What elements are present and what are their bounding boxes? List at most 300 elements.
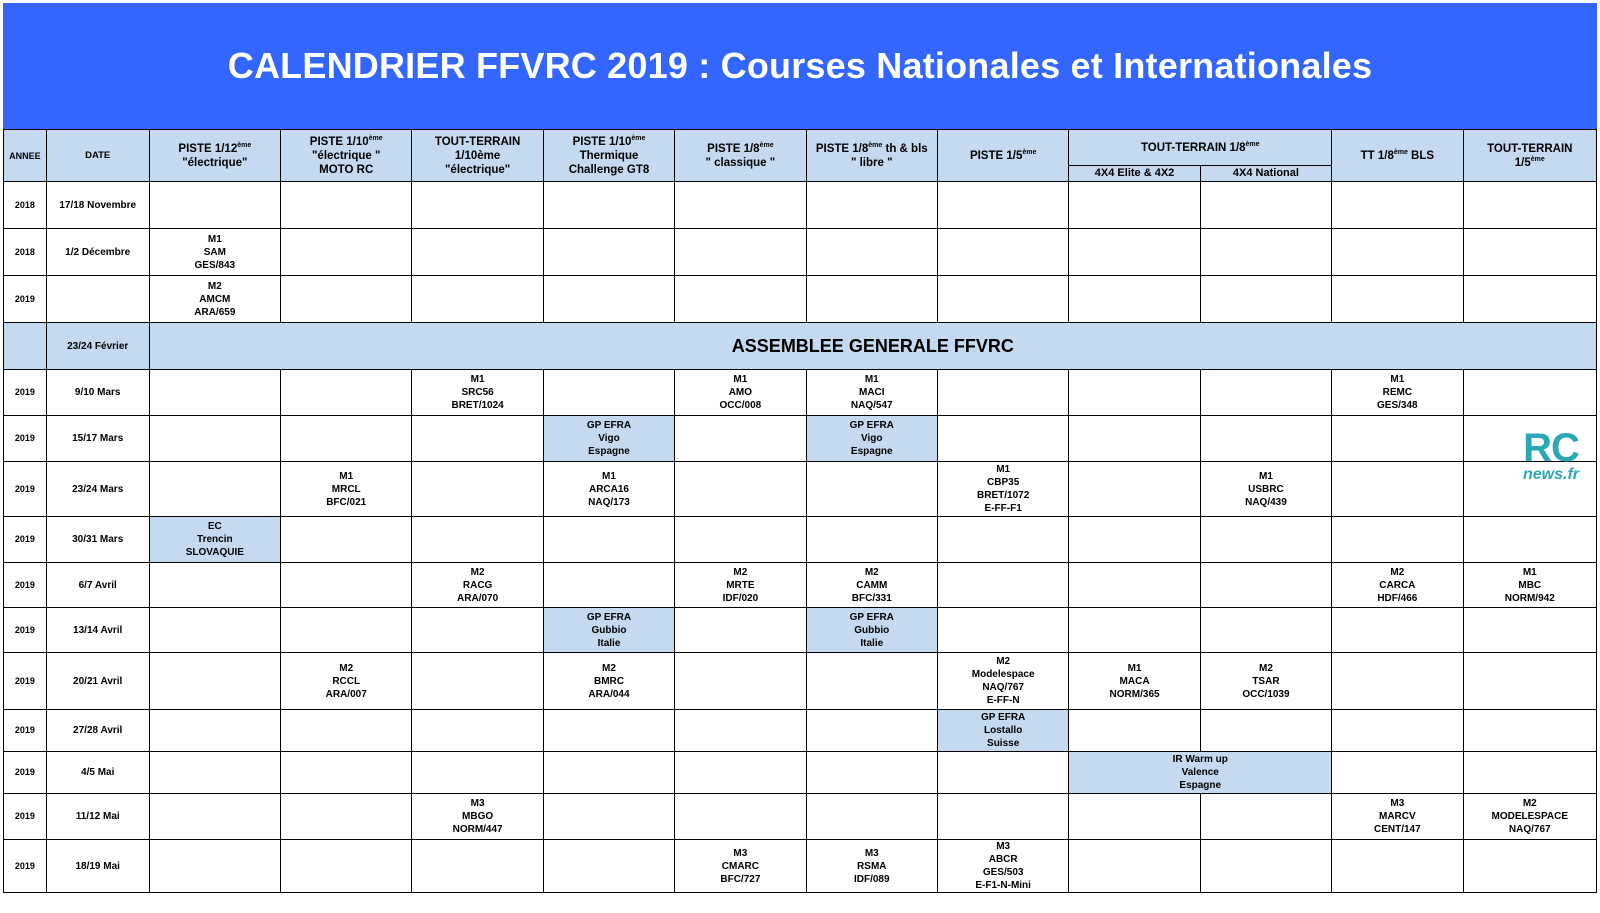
cell-text: Espagne <box>850 446 893 457</box>
cell-text: 18/19 Mai <box>75 860 120 872</box>
cell-text: 9/10 Mars <box>74 387 121 398</box>
cell-text: MACA <box>1119 675 1150 687</box>
date-cell <box>46 276 149 323</box>
cell-text: ARA/044 <box>588 688 630 700</box>
event-cell <box>937 563 1068 608</box>
event-cell <box>281 608 412 653</box>
event-cell <box>675 276 806 323</box>
date-cell <box>46 840 149 893</box>
cell-text: Gubbio <box>591 624 627 636</box>
date-cell <box>46 229 149 276</box>
event-cell <box>412 752 543 794</box>
event-cell <box>1200 840 1331 893</box>
event-cell <box>1332 608 1463 653</box>
event-cell <box>1332 653 1463 710</box>
event-cell <box>1069 840 1200 893</box>
cell-text: Valence <box>1181 767 1219 778</box>
event-cell <box>806 370 937 416</box>
cell-text: MACI <box>858 387 885 398</box>
event-cell <box>149 416 280 462</box>
rcnews-logo: RC news.fr <box>1522 426 1579 483</box>
event-cell <box>149 794 280 840</box>
event-cell <box>412 370 543 416</box>
event-cell <box>1332 710 1463 752</box>
event-cell <box>1200 517 1331 563</box>
event-cell <box>1463 710 1596 752</box>
event-cell <box>937 710 1068 752</box>
cell-text: M2 <box>339 662 354 674</box>
event-cell <box>543 229 674 276</box>
header-piste-1-10-moto: PISTE 1/10ème "électrique " MOTO RC <box>281 130 412 182</box>
event-cell <box>937 752 1068 794</box>
event-cell <box>281 462 412 517</box>
cell-text: GP EFRA <box>849 611 894 623</box>
cell-text: BMRC <box>593 675 624 687</box>
event-cell <box>675 653 806 710</box>
event-cell <box>1069 608 1200 653</box>
event-cell <box>149 276 280 323</box>
event-cell <box>543 608 674 653</box>
cell-text: M1 <box>996 464 1011 475</box>
event-cell <box>149 370 280 416</box>
event-cell <box>281 710 412 752</box>
event-cell <box>543 462 674 517</box>
cell-text: SRC56 <box>461 387 494 398</box>
subheader-4x4-elite: 4X4 Elite & 4X2 <box>1069 166 1200 182</box>
cell-text: 15/17 Mars <box>72 433 124 444</box>
event-cell <box>675 182 806 229</box>
cell-text: GES/843 <box>194 259 236 271</box>
table-row <box>4 710 1597 752</box>
cell-text: IDF/020 <box>722 592 759 604</box>
event-cell <box>1069 794 1200 840</box>
year-cell <box>4 653 47 710</box>
cell-text: Vigo <box>598 433 620 444</box>
cell-text: ABCR <box>988 854 1018 865</box>
cell-text: M2 <box>470 566 485 578</box>
cell-text: M2 <box>1390 566 1405 578</box>
cell-text: ARA/659 <box>194 306 236 318</box>
cell-text: 2019 <box>14 534 35 544</box>
event-cell <box>937 462 1068 517</box>
cell-text: ARCA16 <box>588 483 629 495</box>
event-cell <box>1463 182 1596 229</box>
event-cell <box>412 653 543 710</box>
date-cell <box>46 563 149 608</box>
table-row <box>4 653 1597 710</box>
cell-text: MRCL <box>331 483 361 495</box>
event-cell <box>1200 563 1331 608</box>
event-cell <box>806 608 937 653</box>
event-cell <box>1200 462 1331 517</box>
event-cell <box>806 653 937 710</box>
cell-text: 17/18 Novembre <box>59 199 137 211</box>
cell-text: M2 <box>1522 798 1537 809</box>
cell-text: IR Warm up <box>1172 754 1228 765</box>
event-cell <box>1332 752 1463 794</box>
event-cell <box>149 752 280 794</box>
event-cell <box>281 794 412 840</box>
cell-text: M1 <box>207 233 222 245</box>
cell-text: NAQ/767 <box>982 682 1024 693</box>
event-cell <box>543 276 674 323</box>
event-cell <box>149 517 280 563</box>
year-cell <box>4 517 47 563</box>
cell-text: M3 <box>470 798 485 809</box>
year-cell <box>4 416 47 462</box>
cell-text: CMARC <box>721 860 759 872</box>
date-cell <box>46 710 149 752</box>
cell-text: 2018 <box>14 246 35 257</box>
event-cell <box>937 370 1068 416</box>
cell-text: BFC/727 <box>720 873 761 885</box>
event-cell <box>1463 840 1596 893</box>
cell-text: Italie <box>860 637 884 649</box>
event-cell <box>412 276 543 323</box>
cell-text: E-F1-N-Mini <box>975 880 1031 891</box>
date-cell <box>46 517 149 563</box>
cell-text: Italie <box>597 637 621 649</box>
event-cell <box>1069 752 1332 794</box>
cell-text: GES/503 <box>982 867 1024 878</box>
cell-text: CENT/147 <box>1373 824 1421 835</box>
cell-text: 6/7 Avril <box>78 579 117 591</box>
cell-text: Espagne <box>588 446 630 457</box>
cell-text: HDF/466 <box>1377 592 1418 604</box>
table-row <box>4 416 1597 462</box>
event-cell <box>675 608 806 653</box>
event-cell <box>806 462 937 517</box>
cell-text: SAM <box>203 246 226 258</box>
event-cell <box>675 370 806 416</box>
event-cell <box>937 517 1068 563</box>
event-cell <box>412 710 543 752</box>
cell-text: 20/21 Avril <box>73 675 123 687</box>
event-cell <box>543 182 674 229</box>
year-cell <box>4 608 47 653</box>
cell-text: M1 <box>470 374 485 385</box>
event-cell <box>806 794 937 840</box>
event-cell <box>806 840 937 893</box>
cell-text: NORM/942 <box>1504 592 1555 604</box>
cell-text: M3 <box>996 841 1011 852</box>
event-cell <box>806 563 937 608</box>
event-cell <box>937 840 1068 893</box>
cell-text: 2019 <box>14 811 35 821</box>
cell-text: E-FF-N <box>986 695 1020 706</box>
event-cell <box>149 653 280 710</box>
table-row <box>4 229 1597 276</box>
event-cell <box>806 710 937 752</box>
year-cell <box>4 276 47 323</box>
cell-text: MBC <box>1518 579 1542 591</box>
header-piste-1-8-classique: PISTE 1/8ème " classique " <box>675 130 806 182</box>
cell-text: 2019 <box>14 483 35 494</box>
event-cell <box>149 608 280 653</box>
event-cell <box>806 517 937 563</box>
event-cell <box>412 229 543 276</box>
event-cell <box>937 653 1068 710</box>
cell-text: M3 <box>733 847 748 859</box>
event-cell <box>1069 182 1200 229</box>
header-tt-1-10: TOUT-TERRAIN 1/10ème "électrique" <box>412 130 543 182</box>
event-cell <box>543 752 674 794</box>
cell-text: 2019 <box>14 860 35 871</box>
cell-text: M1 <box>602 470 616 482</box>
event-cell <box>281 752 412 794</box>
event-cell <box>543 370 674 416</box>
event-cell <box>1332 462 1463 517</box>
event-cell <box>149 563 280 608</box>
event-cell <box>1332 370 1463 416</box>
event-cell <box>1332 416 1463 462</box>
cell-text: 30/31 Mars <box>72 534 124 545</box>
cell-text: NAQ/173 <box>588 496 630 508</box>
header-piste-1-10-thermique: PISTE 1/10ème Thermique Challenge GT8 <box>543 130 674 182</box>
event-cell <box>1463 653 1596 710</box>
event-cell <box>1332 276 1463 323</box>
date-cell <box>46 653 149 710</box>
event-cell <box>675 794 806 840</box>
event-cell <box>412 517 543 563</box>
event-cell <box>1069 710 1200 752</box>
cell-text: M3 <box>864 847 879 859</box>
cell-text: M2 <box>207 280 222 292</box>
cell-text: GP EFRA <box>586 420 632 431</box>
cell-text: 2018 <box>14 199 35 210</box>
cell-text: M1 <box>864 374 879 385</box>
cell-text: M1 <box>733 374 748 385</box>
event-cell <box>937 416 1068 462</box>
event-cell <box>675 229 806 276</box>
cell-text: BFC/021 <box>326 496 367 508</box>
table-row <box>4 276 1597 323</box>
cell-text: 2019 <box>14 433 35 443</box>
event-cell <box>1069 653 1200 710</box>
cell-text: BRET/1024 <box>451 400 504 411</box>
date-cell <box>46 794 149 840</box>
event-cell <box>1463 370 1596 416</box>
event-cell <box>281 416 412 462</box>
cell-text: M1 <box>1390 374 1405 385</box>
event-cell <box>412 563 543 608</box>
cell-text: NAQ/767 <box>1508 824 1551 835</box>
event-cell <box>1200 794 1331 840</box>
cell-text: MBGO <box>462 811 494 822</box>
event-cell <box>149 229 280 276</box>
event-cell <box>806 229 937 276</box>
subheader-4x4-national: 4X4 National <box>1200 166 1331 182</box>
event-cell <box>281 276 412 323</box>
cell-text: REMC <box>1382 387 1413 398</box>
event-cell <box>149 840 280 893</box>
year-cell <box>4 794 47 840</box>
table-row <box>4 840 1597 893</box>
cell-text: Gubbio <box>854 624 890 636</box>
event-cell <box>806 416 937 462</box>
event-cell <box>675 563 806 608</box>
event-cell <box>675 840 806 893</box>
event-cell <box>675 462 806 517</box>
header-piste-1-5: PISTE 1/5ème <box>937 130 1068 182</box>
cell-text: RSMA <box>857 860 887 872</box>
assembly-label: ASSEMBLEE GENERALE FFVRC <box>149 323 1596 370</box>
cell-text: BRET/1072 <box>977 490 1030 501</box>
event-cell <box>412 840 543 893</box>
cell-text: GES/348 <box>1377 400 1418 411</box>
table-row <box>4 182 1597 229</box>
cell-text: 13/14 Avril <box>73 624 123 636</box>
cell-text: M2 <box>733 566 748 578</box>
event-cell <box>1069 416 1200 462</box>
cell-text: AMCM <box>199 293 231 305</box>
year-cell <box>4 462 47 517</box>
header-row <box>4 130 1597 166</box>
title-banner <box>3 3 1597 129</box>
cell-text: M1 <box>1127 662 1142 674</box>
cell-text: TSAR <box>1252 675 1280 687</box>
cell-text: Modelespace <box>971 669 1035 680</box>
event-cell <box>281 653 412 710</box>
cell-text: CAMM <box>856 579 888 591</box>
cell-text: 2019 <box>14 293 35 304</box>
year-cell <box>4 229 47 276</box>
cell-text: M2 <box>1258 662 1273 674</box>
table-row <box>4 462 1597 517</box>
event-cell <box>1200 182 1331 229</box>
table-row <box>4 370 1597 416</box>
cell-text: MRTE <box>726 579 755 591</box>
cell-text: ARA/007 <box>325 688 367 700</box>
cell-text: 2019 <box>14 579 35 590</box>
year-cell <box>4 182 47 229</box>
year-cell <box>4 752 47 794</box>
event-cell <box>281 840 412 893</box>
cell-text: SLOVAQUIE <box>185 547 244 558</box>
table-row <box>4 608 1597 653</box>
event-cell <box>1332 563 1463 608</box>
event-cell <box>1069 229 1200 276</box>
date-cell <box>46 416 149 462</box>
cell-text: GP EFRA <box>981 712 1026 723</box>
event-cell <box>806 182 937 229</box>
event-cell <box>281 229 412 276</box>
cell-text: EC <box>207 521 222 532</box>
header-tt-1-8: TOUT-TERRAIN 1/8ème <box>1069 130 1332 166</box>
event-cell <box>1069 517 1200 563</box>
event-cell <box>1200 608 1331 653</box>
event-cell <box>543 653 674 710</box>
event-cell <box>937 182 1068 229</box>
page-title: CALENDRIER FFVRC 2019 : Courses Nationales et Internationales <box>227 45 1373 86</box>
event-cell <box>937 229 1068 276</box>
date-cell <box>46 752 149 794</box>
cell-text: M2 <box>864 566 879 578</box>
cell-text: GP EFRA <box>586 611 632 623</box>
cell-text: NORM/447 <box>452 824 503 835</box>
cell-text: 2019 <box>14 767 35 777</box>
cell-text: MODELESPACE <box>1491 811 1569 822</box>
cell-text: RACG <box>462 579 493 591</box>
cell-text: Lostallo <box>983 725 1023 736</box>
event-cell <box>149 182 280 229</box>
assembly-row <box>4 323 1597 370</box>
event-cell <box>1069 462 1200 517</box>
year-cell <box>4 370 47 416</box>
header-tt-1-8-bls: TT 1/8ème BLS <box>1332 130 1463 182</box>
event-cell <box>1069 276 1200 323</box>
date-cell <box>46 182 149 229</box>
event-cell <box>1463 563 1596 608</box>
event-cell <box>149 710 280 752</box>
cell-text: AMO <box>728 387 753 398</box>
header-annee: ANNEE <box>4 130 47 182</box>
header-date: DATE <box>46 130 149 182</box>
cell-text: 27/28 Avril <box>73 725 123 736</box>
event-cell <box>543 840 674 893</box>
event-cell <box>1332 229 1463 276</box>
table-row <box>4 563 1597 608</box>
cell-text: M1 <box>1258 470 1273 482</box>
event-cell <box>543 416 674 462</box>
cell-text: NAQ/439 <box>1245 496 1287 508</box>
cell-text: CARCA <box>1379 579 1416 591</box>
cell-text: 2019 <box>14 387 35 397</box>
event-cell <box>1332 794 1463 840</box>
cell-text: CBP35 <box>987 477 1020 488</box>
event-cell <box>412 182 543 229</box>
cell-text: GP EFRA <box>849 420 894 431</box>
cell-text: NAQ/547 <box>850 400 893 411</box>
event-cell <box>1463 752 1596 794</box>
event-cell <box>1332 840 1463 893</box>
date-cell <box>46 462 149 517</box>
year-cell <box>4 563 47 608</box>
calendar-table <box>3 129 1597 893</box>
cell-text: IDF/089 <box>853 873 890 885</box>
cell-text: Vigo <box>861 433 883 444</box>
cell-text: E-FF-F1 <box>984 503 1022 514</box>
event-cell <box>281 182 412 229</box>
cell-text: OCC/008 <box>719 400 762 411</box>
event-cell <box>675 517 806 563</box>
event-cell <box>1463 229 1596 276</box>
event-cell <box>1200 653 1331 710</box>
event-cell <box>937 608 1068 653</box>
event-cell <box>1463 794 1596 840</box>
event-cell <box>543 710 674 752</box>
date-cell <box>46 608 149 653</box>
event-cell <box>937 276 1068 323</box>
event-cell <box>1200 710 1331 752</box>
event-cell <box>1332 517 1463 563</box>
event-cell <box>806 752 937 794</box>
event-cell <box>412 416 543 462</box>
event-cell <box>149 462 280 517</box>
cell-text: MARCV <box>1379 811 1416 822</box>
event-cell <box>937 794 1068 840</box>
event-cell <box>1200 370 1331 416</box>
table-row <box>4 752 1597 794</box>
cell-text: USBRC <box>1248 483 1284 495</box>
event-cell <box>1200 416 1331 462</box>
cell-text: Trencin <box>197 534 233 545</box>
cell-text: ARA/070 <box>457 592 499 604</box>
cell-text: Suisse <box>987 738 1020 749</box>
header-piste-1-8-libre: PISTE 1/8ème th & bls " libre " <box>806 130 937 182</box>
event-cell <box>281 563 412 608</box>
cell-text: 23/24 Mars <box>72 483 124 495</box>
